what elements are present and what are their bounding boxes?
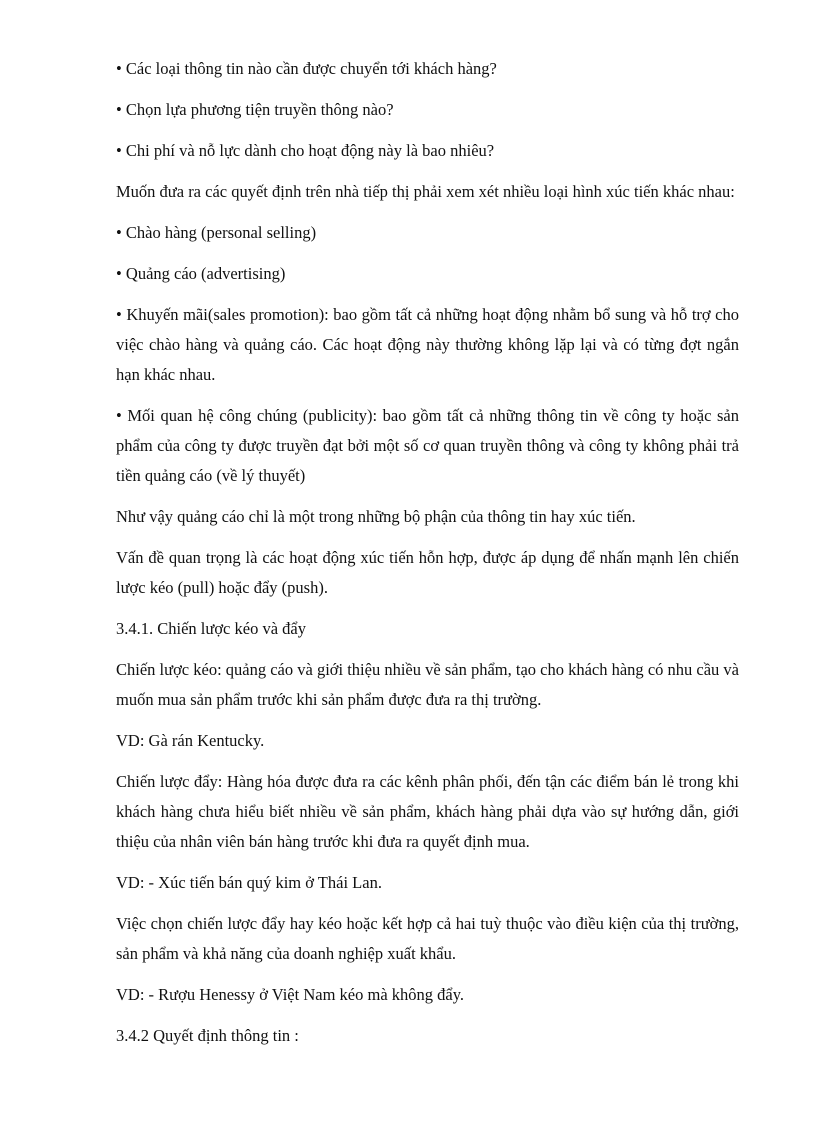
bullet-info-types: • Các loại thông tin nào cần được chuyển tới khách hàng? xyxy=(116,59,497,78)
bullet-advertising: • Quảng cáo (advertising) xyxy=(116,264,286,283)
paragraph-strategy-choice: Việc chọn chiến lược đẩy hay kéo hoặc kết hợp cả hai tuỳ thuộc vào điều kiện của thị trường, sản phẩm và khả năng của doanh nghiệp xuất khẩu. xyxy=(116,914,739,963)
bullet-sales-promotion: • Khuyến mãi(sales promotion): bao gồm tất cả những hoạt động nhằm bổ sung và hỗ trợ cho việc chào hàng và quảng cáo. Các hoạt động này thường không lặp lại và có từng đợt ngắn hạn khác nhau. xyxy=(116,305,739,384)
example-kentucky: VD: Gà rán Kentucky. xyxy=(116,731,265,750)
document-body xyxy=(116,54,739,1062)
bullet-publicity: • Mối quan hệ công chúng (publicity): bao gồm tất cả những thông tin về công ty hoặc sản phẩm của công ty được truyền đạt bởi một số cơ quan truyền thông và công ty không phải trả tiền quảng cáo (về lý thuyết) xyxy=(116,406,739,485)
paragraph-push-strategy: Chiến lược đẩy: Hàng hóa được đưa ra các kênh phân phối, đến tận các điểm bán lẻ trong khi khách hàng chưa hiểu biết nhiều về sản phẩm, khách hàng phải dựa vào sự hướng dẫn, giới thiệu của nhân viên bán hàng trước khi đưa ra quyết định mua. xyxy=(116,772,739,851)
example-thailand: VD: - Xúc tiến bán quý kim ở Thái Lan. xyxy=(116,873,382,892)
paragraph-advertising-role: Như vậy quảng cáo chỉ là một trong những bộ phận của thông tin hay xúc tiến. xyxy=(116,507,636,526)
bullet-media-choice: • Chọn lựa phương tiện truyền thông nào? xyxy=(116,100,394,119)
section-heading-3-4-1: 3.4.1. Chiến lược kéo và đẩy xyxy=(116,619,306,638)
paragraph-pull-push: Vấn đề quan trọng là các hoạt động xúc tiến hỗn hợp, được áp dụng để nhấn mạnh lên chiến lược kéo (pull) hoặc đẩy (push). xyxy=(116,548,739,597)
section-heading-3-4-2: 3.4.2 Quyết định thông tin : xyxy=(116,1026,299,1045)
paragraph-pull-strategy: Chiến lược kéo: quảng cáo và giới thiệu nhiều về sản phẩm, tạo cho khách hàng có nhu cầu và muốn mua sản phẩm trước khi sản phẩm được đưa ra thị trường. xyxy=(116,660,739,709)
bullet-personal-selling: • Chào hàng (personal selling) xyxy=(116,223,317,242)
example-henessy: VD: - Rượu Henessy ở Việt Nam kéo mà không đẩy. xyxy=(116,985,465,1004)
bullet-cost-effort: • Chi phí và nỗ lực dành cho hoạt động này là bao nhiêu? xyxy=(116,141,495,160)
paragraph-promotion-types-intro: Muốn đưa ra các quyết định trên nhà tiếp thị phải xem xét nhiều loại hình xúc tiến khác nhau: xyxy=(116,182,735,201)
